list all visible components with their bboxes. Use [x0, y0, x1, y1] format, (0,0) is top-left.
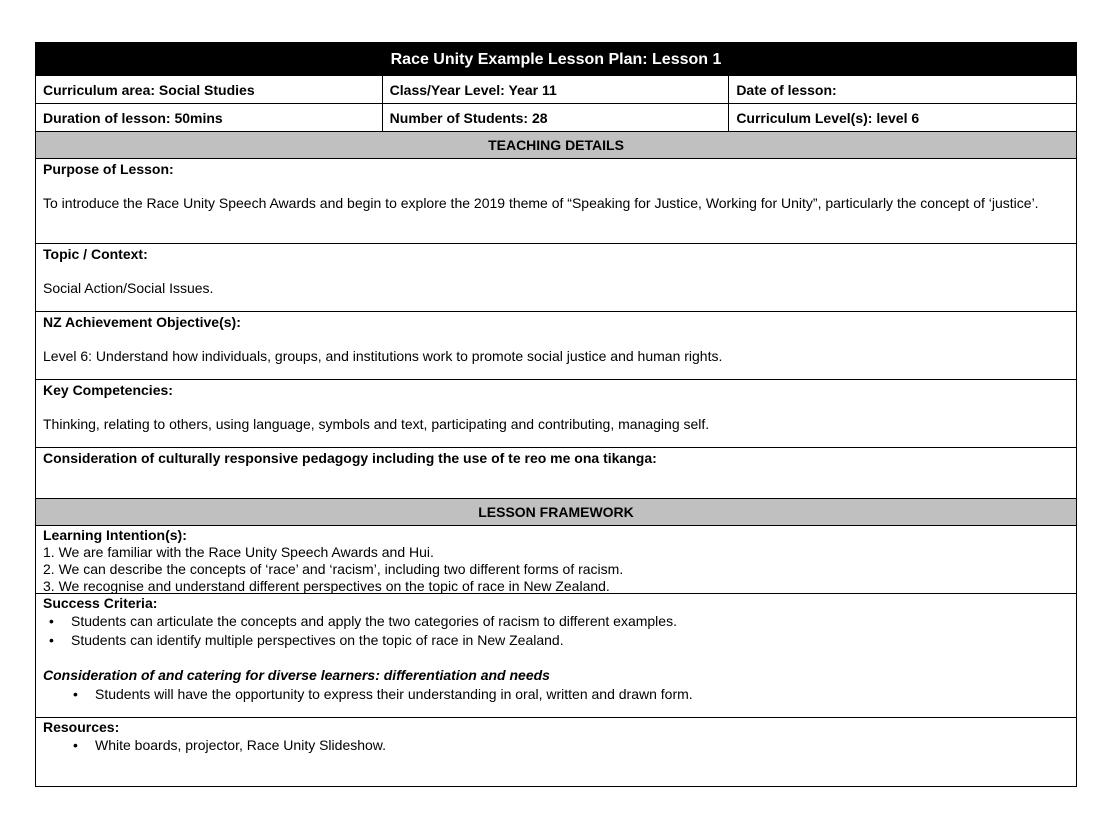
learning-intention-item: 2. We can describe the concepts of ‘race’ and ‘racism’, including two different forms of racism.	[43, 561, 624, 577]
nz-objectives-label: NZ Achievement Objective(s):	[43, 314, 241, 330]
learning-intention-item: 1. We are familiar with the Race Unity Speech Awards and Hui.	[43, 544, 434, 560]
success-criteria-item: • Students can articulate the concepts and apply the two categories of racism to different examples.	[71, 612, 1069, 631]
learning-intentions-label: Learning Intention(s):	[43, 527, 187, 543]
date-of-lesson-cell: Date of lesson:	[736, 82, 837, 98]
info-row-1	[36, 76, 1076, 104]
success-criteria-label: Success Criteria:	[43, 595, 158, 611]
cultural-label: Consideration of culturally responsive pedagogy including the use of te reo me ona tikanga:	[43, 450, 657, 466]
key-competencies-text: Thinking, relating to others, using language, symbols and text, participating and contributing, managing self.	[43, 416, 710, 432]
learning-intentions-section	[36, 526, 1076, 594]
diverse-learners-list	[43, 685, 1069, 704]
info-row-2	[36, 104, 1076, 132]
purpose-label: Purpose of Lesson:	[43, 161, 174, 177]
success-criteria-section	[36, 594, 1076, 718]
nz-objectives-text: Level 6: Understand how individuals, groups, and institutions work to promote social justice and human rights.	[43, 348, 723, 364]
resources-list	[43, 736, 1069, 755]
diverse-learners-label: Consideration of and catering for diverse learners: differentiation and needs	[43, 667, 550, 683]
nz-objectives-section	[36, 312, 1076, 380]
topic-label: Topic / Context:	[43, 246, 148, 262]
class-year-level-cell: Class/Year Level: Year 11	[383, 76, 730, 103]
duration-cell: Duration of lesson: 50mins	[36, 104, 383, 131]
curriculum-levels-cell: Curriculum Level(s): level 6	[736, 110, 920, 126]
key-competencies-section	[36, 380, 1076, 448]
topic-section	[36, 244, 1076, 312]
lesson-plan-table	[35, 42, 1077, 787]
resources-label: Resources:	[43, 719, 120, 735]
lesson-framework-heading: LESSON FRAMEWORK	[36, 499, 1076, 526]
number-of-students-cell: Number of Students: 28	[383, 104, 730, 131]
learning-intention-item: 3. We recognise and understand different perspectives on the topic of race in New Zealand.	[43, 578, 610, 594]
topic-text: Social Action/Social Issues.	[43, 280, 214, 296]
document-title: Race Unity Example Lesson Plan: Lesson 1	[36, 43, 1076, 76]
resources-section	[36, 718, 1076, 786]
success-criteria-item: • Students can identify multiple perspectives on the topic of race in New Zealand.	[71, 631, 1069, 650]
key-competencies-label: Key Competencies:	[43, 382, 173, 398]
curriculum-area-cell: Curriculum area: Social Studies	[36, 76, 383, 103]
resources-item: • White boards, projector, Race Unity Slideshow.	[95, 736, 1069, 755]
diverse-learners-item: • Students will have the opportunity to express their understanding in oral, written and drawn form.	[95, 685, 1069, 704]
success-criteria-list	[43, 612, 1069, 650]
teaching-details-heading: TEACHING DETAILS	[36, 132, 1076, 159]
purpose-section	[36, 159, 1076, 244]
cultural-section	[36, 448, 1076, 499]
purpose-text: To introduce the Race Unity Speech Awards and begin to explore the 2019 theme of “Speaking for Justice, Working for Unity”, particularly the concept of ‘justice’.	[43, 195, 1039, 211]
